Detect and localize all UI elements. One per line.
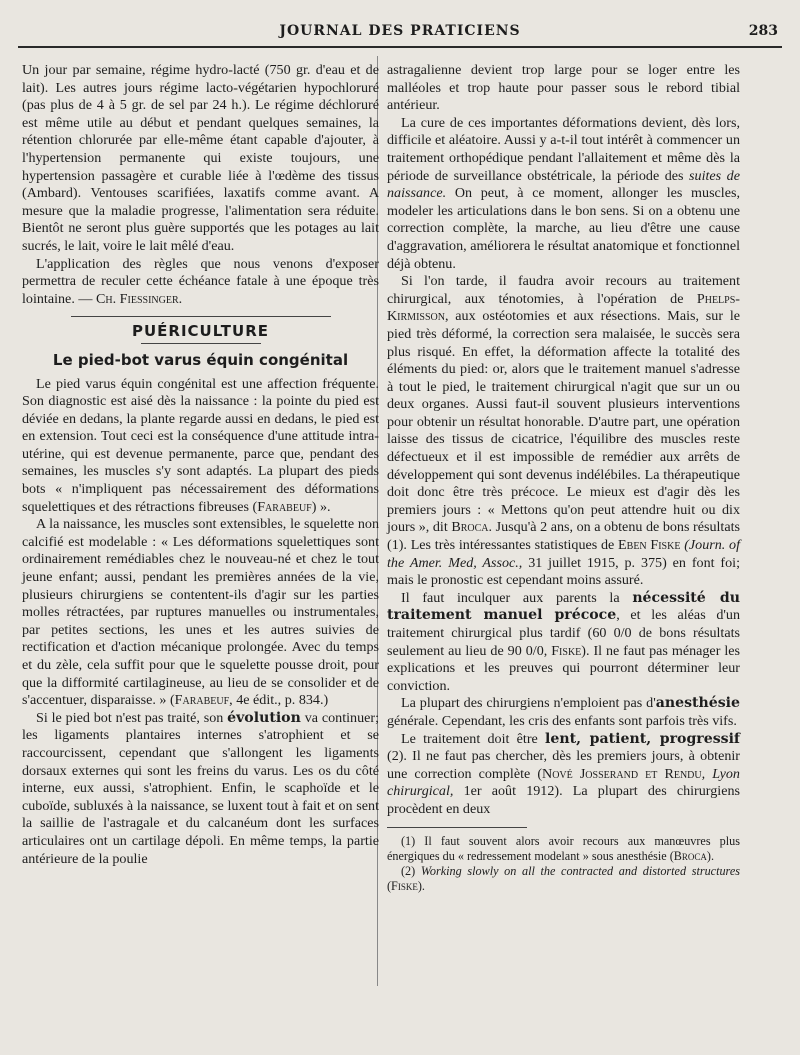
left-p4-end: , 4e édit., p. 834.) — [229, 692, 329, 709]
right-paragraph-5 — [387, 695, 740, 730]
left-p4-author: Farabeuf — [174, 692, 230, 709]
footnote-1 — [387, 834, 740, 864]
article-title: Le pied-bot varus équin congénital — [52, 350, 349, 369]
left-p3-end: ) ». — [311, 498, 331, 515]
left-p3-author: Farabeuf — [257, 498, 312, 515]
right-paragraph-6 — [387, 731, 740, 819]
right-p6-c: 1er août 1912). La plupart des chirurgiens procèdent en deux — [387, 783, 740, 817]
right-p2-b: On peut, à ce moment, allonger les muscles, modeler les articulations dans le bon sens. Si on a obtenu une correction complète, la marche, au lieu d'être une cause d'aggravation, améliorera le résultat anatomique et fonctionnel déjà obtenu. — [387, 185, 740, 272]
left-p4-text: A la naissance, les muscles sont extensibles, le squelette non calcifié est modelable : « Les déformations squelettiques sont ordinairement remédiables chez le nouveau-né et chez le tout jeune enfant; aussi, pendant les premières années de la vie, plusieurs chirurgiens se contentent-ils d'agir sur les parties molles rétractées, par ruptures manuelles ou instrumentales, par petites sections, les unes et les autres suivies de rectification et d'action mécanique prolongée. Avec du temps et du zèle, cela suffit pour que le squelette pousse droit, pour que la difformité cartilagineuse, au lieu de se consolider et de s'accentuer, disparaisse. » ( — [22, 516, 379, 709]
right-paragraph-4 — [387, 590, 740, 696]
right-p4-a: Il faut inculquer aux parents la — [401, 589, 620, 606]
right-p5-a: La plupart des chirurgiens n'emploient pas d' — [401, 695, 656, 712]
left-column — [22, 62, 379, 868]
left-p5-bold: évolution — [227, 709, 301, 726]
right-p3-d: 31 juillet 1915, p. 375) en font foi; mais le pronostic est cependant moins assuré. — [387, 554, 740, 589]
footnote-2 — [387, 864, 740, 894]
author-signature: Ch. Fiessinger. — [96, 290, 183, 307]
footnote-rule — [387, 827, 527, 828]
left-paragraph-3 — [22, 376, 379, 517]
right-paragraph-3 — [387, 273, 740, 590]
fn2-a: (2) — [401, 863, 416, 878]
fn2-italic: Working slowly on all the contracted and distorted structures — [420, 863, 741, 878]
right-p3-journal: (Journ. of the Amer. Med, Assoc., — [387, 537, 740, 571]
left-p2-text: L'application des règles que nous venons d'exposer permettra de reculer cette échéance fatale à une époque très lointaine. — — [22, 255, 379, 307]
right-p3-broca: Broca — [451, 519, 489, 536]
journal-title: JOURNAL DES PRATICIENS — [279, 23, 521, 39]
left-paragraph-5 — [22, 710, 379, 868]
right-p3-a: Si l'on tarde, il faudra avoir recours au traitement chirurgical, aux ténotomies, à l'opération de — [387, 273, 740, 307]
section-title: PUÉRICULTURE — [131, 322, 270, 341]
right-p4-c: ). Il ne faut pas ménager les explications et les preuves qui pourront déterminer leur conviction. — [387, 642, 740, 694]
left-p5-a: Si le pied bot n'est pas traité, son — [36, 709, 224, 726]
right-paragraph-2 — [387, 115, 740, 273]
right-p6-authors: Nové Josserand et Rendu — [542, 765, 702, 782]
page-number: 283 — [748, 23, 778, 39]
right-p4-bold: nécessité du traitement manuel précoce — [387, 589, 740, 624]
right-p3-c: . Jusqu'à 2 ans, on a obtenu de bons résultats (1). Les très intéressantes statistiques de — [387, 519, 740, 554]
right-p5-bold: anesthésie — [655, 695, 740, 712]
page-header — [18, 20, 782, 48]
left-paragraph-4 — [22, 516, 379, 710]
right-p3-fiske: Eben Fiske — [618, 537, 681, 554]
right-p5-b: générale. Cependant, les cris des enfants sont parfois très vifs. — [387, 712, 737, 729]
right-p2-italic: suites de naissance. — [387, 167, 740, 202]
fn2-author: (Fiske). — [387, 878, 425, 893]
right-p3-b: , aux ostéotomies et aux résections. Mais, sur le pied très déformé, la correction sera malaisée, le succès sera plus risqué. En effet, la déformation affecte la totalité des éléments du pied: or, alors que le traitement manuel s'adresse à tout le pied, le traitement chirurgical n'agit que sur un ou deux organes. Aussi faut-il souvent plusieurs interventions pour obtenir un résultat honorable. D'autre part, une opération laisse des tissus de cicatrice, l'équilibre des muscles reste défectueux et il est impossible de remédier aux arrêts de développement qui sont devenus indélébiles. La thérapeutique doit donc être très précoce. Le mieux est d'agir dès les premiers jours : « Mettons qu'on peut attendre huit ou dix jours », dit — [387, 308, 740, 536]
right-p6-bold: lent, patient, progressif — [545, 730, 740, 747]
right-p3-author: Phelps-Kirmisson — [387, 290, 740, 325]
right-p4-b: , et les aléas d'un traitement chirurgical plus tardif (60 0/0 de bons résultats seulement au lieu de 90 0/0, — [387, 607, 740, 659]
fn1-b: ). — [706, 848, 715, 863]
right-p6-journal: , Lyon chirurgical, — [387, 765, 740, 800]
right-column — [387, 62, 740, 894]
right-paragraph-1: astragalienne devient trop large pour se loger entre les malléoles et trop haute pour passer sous le rebord tibial antérieur. — [387, 62, 740, 114]
left-paragraph-1: Un jour par semaine, régime hydro-lacté (750 gr. d'eau et de lait). Les autres jours régime lacto-végétarien hypochloruré (pas plus de 4 à 5 gr. de sel par 24 h.). Le régime déchloruré est même utile au début et pendant quelques semaines, la rétention chlorurée par elle-même étant capable d'ajouter, à l'hypertension permanente qui existe toujours, une hypertension passagère et curable liée à l'œdème des tissus (Ambard). Ventouses scarifiées, laxatifs comme avant. A mesure que la maladie progresse, l'alimentation sera réduite. Bientôt ne seront plus guère supportés que les potages au lait sucrés, le lait, voire le lait mêlé d'eau. — [22, 62, 379, 254]
section-rule-top — [71, 316, 331, 317]
right-p6-b: (2). Il ne faut pas chercher, dès les premiers jours, à obtenir une correction complète ( — [387, 748, 740, 782]
left-paragraph-2 — [22, 256, 379, 309]
right-p6-a: Le traitement doit être — [401, 730, 538, 747]
left-p3-text: Le pied varus équin congénital est une affection fréquente. Son diagnostic est aisé dès la naissance : la pointe du pied est déviée en dedans, la plante regarde aussi en dedans, le pied est en extension. Tout ceci est la conséquence d'une attitude intra-utérine, qui est devenue permanente, parce que, pendant des semaines, les muscles s'y sont adaptés. La plupart des pieds bots « n'impliquent pas nécessairement des déformations squelettiques et des rétractions fibreuses ( — [22, 375, 379, 515]
left-p5-b: va continuer; les ligaments plantaires internes s'atrophient et se raccourcissent, cependant que s'allongent les ligaments dorsaux externes qui sont les freins du varus. Les os du côté interne, eux aussi, s'atrophient. Enfin, le scaphoïde et le cuboïde, subluxés à la naissance, se luxent tout à fait et on sent la saillie de l'astragale et du calcanéum dont les surfaces articulaires ont un cartilage dépoli. En même temps, la partie antérieure de la poulie — [22, 709, 379, 867]
fn1-author: Broca — [673, 848, 707, 863]
fn1-a: (1) Il faut souvent alors avoir recours aux manœuvres plus énergiques du « redressement modelant » sous anesthésie ( — [387, 833, 740, 863]
section-rule-bottom — [141, 343, 261, 344]
right-p4-fiske: Fiske — [551, 642, 582, 659]
right-p2-a: La cure de ces importantes déformations devient, dès lors, difficile et aléatoire. Aussi y a-t-il tout intérêt à commencer un traitement orthopédique pendant l'allaitement et même dès la période de surveillance obstétricale, la période des — [387, 114, 740, 184]
